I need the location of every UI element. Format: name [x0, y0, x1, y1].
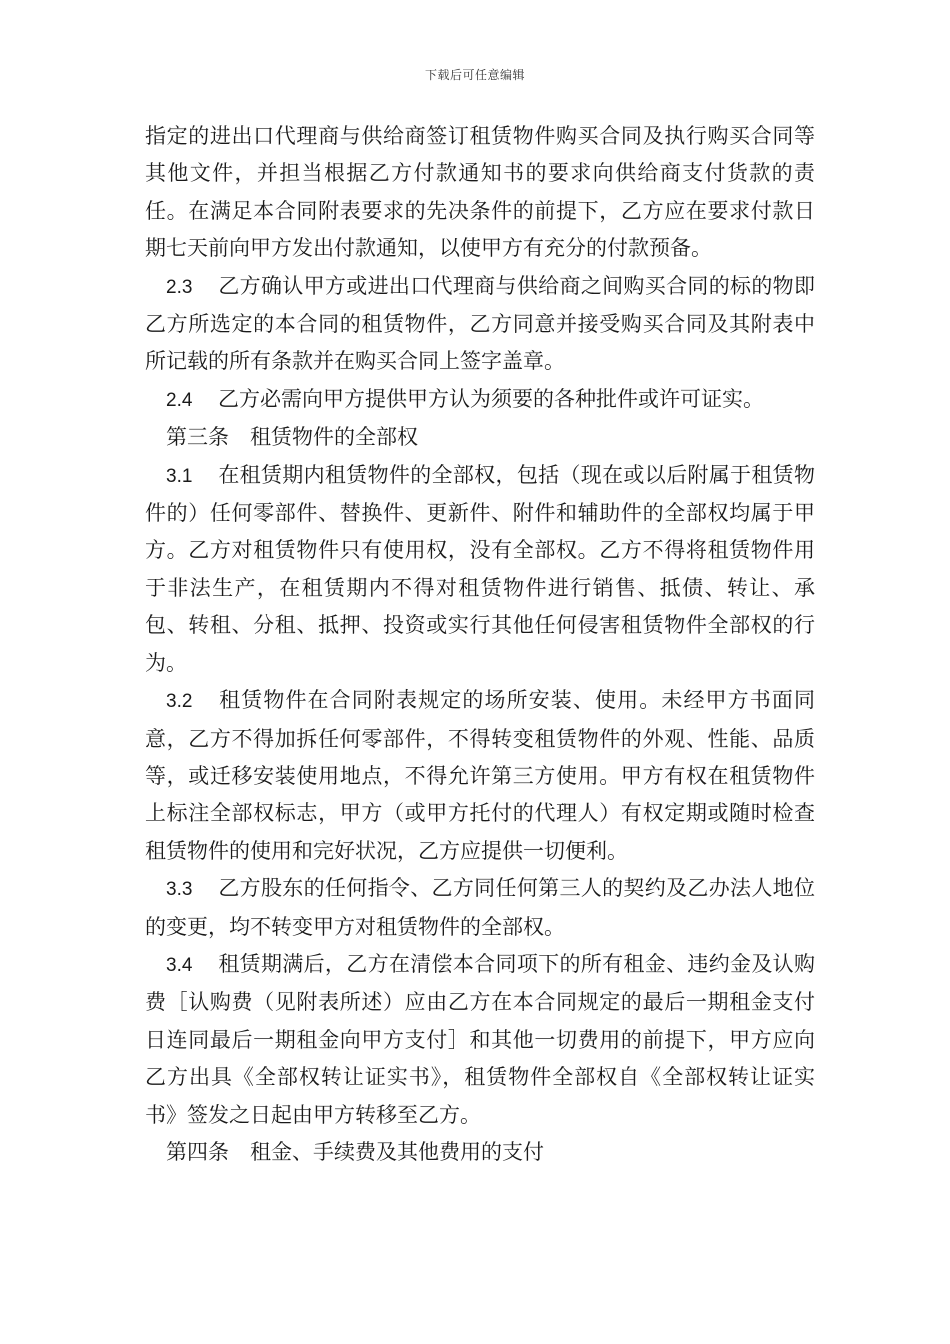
- page-header-note: 下载后可任意编辑: [424, 68, 525, 82]
- clause-number: 3.1: [166, 465, 193, 487]
- clause-number: 2.4: [166, 389, 193, 411]
- clause-3-2: [145, 682, 815, 870]
- clause-number: 2.3: [166, 276, 193, 298]
- clause-3-1: [145, 457, 815, 682]
- clause-number: 3.2: [166, 691, 193, 713]
- clause-3-4: [145, 946, 815, 1134]
- article-label: 第三条: [166, 425, 229, 450]
- clause-text: 乙方确认甲方或进出口代理商与供给商之间购买合同的标的物即乙方所选定的本合同的租赁物件，乙方同意并接受购买合同及其附表中所记载的所有条款并在购买合同上签字盖章。: [145, 273, 815, 374]
- article-label: 第四条: [166, 1139, 229, 1164]
- clause-2-3: [145, 268, 815, 381]
- clause-3-3: [145, 870, 815, 946]
- article-3-heading: [145, 419, 815, 456]
- clause-text: 租赁期满后，乙方在清偿本合同项下的所有租金、违约金及认购费［认购费（见附表所述）应由乙方在本合同规定的最后一期租金支付日连同最后一期租金向甲方支付］和其他一切费用的前提下，甲方应向乙方出具《全部权转让证实书》，租赁物件全部权自《全部权转让证实书》签发之日起由甲方转移至乙方。: [145, 951, 815, 1127]
- clause-text: 在租赁期内租赁物件的全部权，包括（现在或以后附属于租赁物件的）任何零部件、替换件、更新件、附件和辅助件的全部权均属于甲方。乙方对租赁物件只有使用权，没有全部权。乙方不得将租赁物件用于非法生产，在租赁期内不得对租赁物件进行销售、抵债、转让、承包、转租、分租、抵押、投资或实行其他任何侵害租赁物件全部权的行为。: [145, 462, 815, 675]
- clause-number: 3.4: [166, 954, 193, 976]
- paragraph-continuation: 指定的进出口代理商与供给商签订租赁物件购买合同及执行购买合同等其他文件，并担当根据乙方付款通知书的要求向供给商支付货款的责任。在满足本合同附表要求的先决条件的前提下，乙方应在要求付款日期七天前向甲方发出付款通知，以使甲方有充分的付款预备。: [145, 124, 815, 261]
- clause-number: 3.3: [166, 879, 193, 901]
- article-title: 租金、手续费及其他费用的支付: [250, 1139, 544, 1164]
- clause-text: 租赁物件在合同附表规定的场所安装、使用。未经甲方书面同意，乙方不得加拆任何零部件，不得转变租赁物件的外观、性能、品质等，或迁移安装使用地点，不得允许第三方使用。甲方有权在租赁物件上标注全部权标志，甲方（或甲方托付的代理人）有权定期或随时检查租赁物件的使用和完好状况，乙方应提供一切便利。: [145, 688, 815, 863]
- clause-text: 乙方股东的任何指令、乙方同任何第三人的契约及乙办法人地位的变更，均不转变甲方对租赁物件的全部权。: [145, 876, 815, 939]
- clause-text: 乙方必需向甲方提供甲方认为须要的各种批件或许可证实。: [218, 386, 764, 411]
- article-title: 租赁物件的全部权: [250, 425, 418, 450]
- article-4-heading: [145, 1134, 815, 1171]
- document-body: [145, 118, 815, 1171]
- clause-2-4: [145, 381, 815, 419]
